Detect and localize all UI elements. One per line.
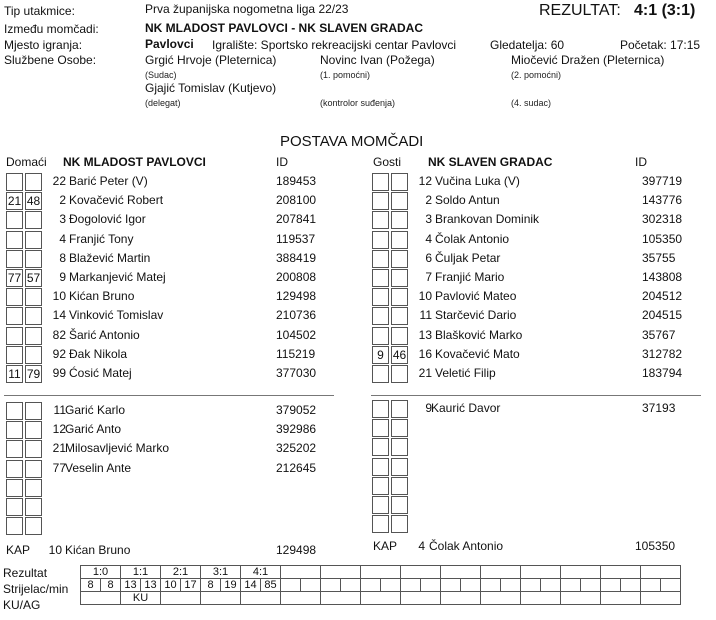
kuag-cell	[561, 592, 601, 605]
player-number: 22	[52, 174, 66, 188]
player-id: 35755	[642, 250, 676, 265]
rezultat-label: REZULTAT:	[539, 2, 621, 19]
minute-box	[6, 231, 23, 249]
minute-box	[25, 327, 42, 345]
kuag-cell	[481, 592, 521, 605]
sub-id: 392986	[276, 422, 317, 437]
minute-box	[372, 269, 389, 287]
player-name: Kovačević Mato	[435, 346, 520, 361]
player-number: 21	[418, 366, 432, 380]
player-number: 4	[59, 231, 66, 246]
sub-name: Garić Karlo	[65, 403, 126, 417]
kuag-cell	[161, 592, 201, 605]
scorer-cell	[521, 579, 541, 592]
player-name: Šarić Antonio	[69, 327, 140, 342]
minute-box	[25, 307, 42, 325]
scorer-cell: 14	[241, 579, 261, 592]
player-name: Kićan Bruno	[69, 289, 135, 304]
home-divider	[4, 395, 334, 396]
scorer-cell	[561, 579, 581, 592]
sub-minute-box	[25, 402, 42, 420]
izmedju-label: Između momčadi:	[4, 22, 99, 36]
sub-minute-box	[372, 438, 389, 456]
player-number: 4	[425, 231, 432, 246]
result-cell	[361, 566, 401, 579]
home-side-label: Domaći	[6, 155, 47, 169]
scorer-cell	[501, 579, 521, 592]
scorer-cell	[421, 579, 441, 592]
izmedju-value: NK MLADOST PAVLOVCI - NK SLAVEN GRADAC	[145, 21, 423, 35]
player-number: 16	[418, 346, 432, 361]
kuag-cell: KU	[121, 592, 161, 605]
scorer-cell	[341, 579, 361, 592]
player-id: 210736	[276, 308, 317, 323]
scorer-cell: 19	[221, 579, 241, 592]
player-name: Blašković Marko	[435, 327, 523, 342]
result-cell	[281, 566, 321, 579]
sub-number: 11	[53, 403, 66, 417]
minute-box	[25, 173, 42, 191]
sub-minute-box	[25, 440, 42, 458]
player-name: Barić Peter (V)	[69, 174, 148, 188]
player-number: 92	[52, 346, 66, 361]
minute-box	[6, 288, 23, 306]
kuag-cell	[81, 592, 121, 605]
player-id: 377030	[276, 366, 317, 380]
minute-box	[372, 173, 389, 191]
official-role: (kontrolor suđenja)	[320, 98, 396, 108]
player-number: 11	[419, 308, 432, 323]
igraliste: Igralište: Sportsko rekreacijski centar Pavlovci	[212, 38, 457, 52]
result-cell	[561, 566, 601, 579]
sub-minute-box	[6, 402, 23, 420]
minute-box	[391, 192, 408, 210]
player-name: Veletić Filip	[435, 366, 496, 380]
player-number: 9	[59, 270, 66, 284]
minute-box	[391, 231, 408, 249]
official-role: (2. pomoćni)	[511, 70, 562, 80]
sub-name: Veselin Ante	[65, 460, 132, 475]
away-divider	[371, 395, 701, 396]
scorer-cell	[641, 579, 661, 592]
sub-id: 379052	[276, 403, 317, 417]
sub-name: Milosavljević Marko	[65, 441, 170, 456]
player-id: 302318	[642, 212, 683, 227]
scorer-cell	[381, 579, 401, 592]
player-number: 6	[425, 250, 432, 265]
player-id: 397719	[642, 174, 683, 188]
sub-minute-box	[391, 438, 408, 456]
player-id: 204512	[642, 289, 683, 304]
player-id: 105350	[642, 231, 683, 246]
away-side-label: Gosti	[373, 155, 402, 169]
result-cell	[481, 566, 521, 579]
minute-box: 57	[26, 271, 41, 285]
sub-id: 325202	[276, 441, 317, 456]
pocetak: Početak: 17:15	[620, 38, 701, 52]
scorer-cell: 13	[121, 579, 141, 592]
player-name: Franjić Tony	[69, 231, 134, 246]
sluzbene-label: Službene Osobe:	[4, 53, 97, 67]
scorer-cell	[441, 579, 461, 592]
sub-minute-box	[6, 421, 23, 439]
sub-number: 9	[425, 401, 432, 415]
minute-box	[25, 231, 42, 249]
away-team-name: NK SLAVEN GRADAC	[428, 155, 553, 169]
sub-name: Garić Anto	[65, 422, 122, 437]
sub-id: 212645	[276, 460, 317, 475]
minute-box	[372, 192, 389, 210]
official-name: Miočević Dražen (Pleternica)	[511, 53, 665, 67]
player-name: Pavlović Mateo	[435, 289, 517, 304]
sub-minute-box	[372, 419, 389, 437]
player-number: 2	[425, 193, 432, 208]
sub-minute-box	[391, 477, 408, 495]
sub-minute-box	[25, 460, 42, 478]
minute-box	[372, 307, 389, 325]
player-number: 10	[52, 289, 66, 304]
sub-minute-box	[391, 496, 408, 514]
player-number: 82	[52, 327, 66, 342]
scorer-cell	[301, 579, 321, 592]
player-name: Starčević Dario	[435, 308, 517, 323]
minute-box	[372, 211, 389, 229]
sub-number: 77	[52, 460, 66, 475]
scorer-cell: 13	[141, 579, 161, 592]
official-role: (delegat)	[145, 98, 181, 108]
player-name: Blažević Martin	[69, 250, 151, 265]
home-team-name: NK MLADOST PAVLOVCI	[63, 155, 206, 169]
player-number: 2	[59, 193, 66, 208]
player-number: 13	[418, 327, 432, 342]
sub-minute-box	[6, 517, 23, 535]
rezultat-row-label: Rezultat	[3, 566, 48, 580]
minute-box	[6, 327, 23, 345]
player-number: 3	[59, 212, 66, 227]
minute-box	[25, 250, 42, 268]
sub-id: 37193	[642, 401, 676, 415]
sub-number: 21	[52, 441, 66, 456]
home-kap-num: 10	[48, 543, 62, 557]
result-cell: 2:1	[161, 566, 201, 579]
rezultat-value: 4:1 (3:1)	[634, 2, 696, 19]
postava-title: POSTAVA MOMČADI	[280, 133, 424, 150]
result-cell	[521, 566, 561, 579]
minute-box	[25, 288, 42, 306]
kuag-cell	[361, 592, 401, 605]
player-name: Markanjević Matej	[69, 270, 166, 284]
player-number: 14	[52, 308, 66, 323]
scorer-cell	[601, 579, 621, 592]
away-kap-num: 4	[418, 539, 425, 553]
result-cell: 1:1	[121, 566, 161, 579]
scorer-cell	[541, 579, 561, 592]
official-name: Grgić Hrvoje (Pleternica)	[145, 53, 277, 67]
minute-box: 48	[26, 194, 41, 209]
sub-number: 12	[52, 422, 66, 437]
home-id-label: ID	[276, 155, 288, 169]
home-kap-id: 129498	[276, 543, 317, 557]
sub-minute-box	[25, 498, 42, 516]
minute-box	[25, 346, 42, 364]
official-role: (4. sudac)	[511, 98, 552, 108]
sub-minute-box	[25, 421, 42, 439]
home-kap-label: KAP	[6, 543, 31, 557]
minute-box	[391, 173, 408, 191]
kuag-cell	[281, 592, 321, 605]
minute-box	[391, 269, 408, 287]
score-scorer-row	[81, 579, 681, 592]
player-name: Đogolović Igor	[69, 212, 146, 227]
player-name: Đak Nikola	[69, 346, 128, 361]
player-number: 12	[418, 174, 432, 188]
sub-minute-box	[391, 400, 408, 418]
result-cell	[321, 566, 361, 579]
player-id: 104502	[276, 327, 317, 342]
result-cell	[641, 566, 681, 579]
scorer-cell: 85	[261, 579, 281, 592]
player-id: 35767	[642, 327, 676, 342]
tip-value: Prva županijska nogometna liga 22/23	[145, 2, 349, 16]
kuag-cell	[641, 592, 681, 605]
minute-box	[6, 307, 23, 325]
minute-box: 11	[6, 365, 23, 383]
scorer-cell: 8	[81, 579, 101, 592]
away-kap-label: KAP	[373, 539, 398, 553]
minute-box	[25, 211, 42, 229]
scorer-cell	[461, 579, 481, 592]
home-kap-name: Kićan Bruno	[65, 543, 131, 557]
player-id: 183794	[642, 366, 683, 380]
minute-box	[372, 288, 389, 306]
result-cell	[441, 566, 481, 579]
gledatelja: Gledatelja: 60	[490, 38, 565, 52]
result-cell: 1:0	[81, 566, 121, 579]
away-id-label: ID	[635, 155, 647, 169]
mjesto-value: Pavlovci	[145, 37, 194, 51]
sub-minute-box	[6, 440, 23, 458]
player-id: 208100	[276, 193, 317, 208]
player-id: 388419	[276, 250, 317, 265]
official-name: Novinc Ivan (Požega)	[320, 53, 435, 67]
scorer-cell	[401, 579, 421, 592]
result-cell	[601, 566, 641, 579]
sub-name: Kaurić Davor	[431, 401, 501, 415]
minute-box	[391, 250, 408, 268]
player-name: Soldo Antun	[435, 193, 500, 208]
player-number: 10	[418, 289, 432, 304]
player-name: Ćosić Matej	[69, 366, 132, 380]
kuag-cell	[401, 592, 441, 605]
sub-minute-box	[6, 479, 23, 497]
minute-box	[391, 307, 408, 325]
minute-box: 21	[7, 194, 22, 209]
score-table	[80, 565, 681, 605]
official-role: (1. pomoćni)	[320, 70, 371, 80]
kuag-cell	[241, 592, 281, 605]
sub-minute-box	[372, 496, 389, 514]
kuag-row-label: KU/AG	[3, 598, 41, 612]
scorer-cell: 10	[161, 579, 181, 592]
player-number: 99	[52, 366, 66, 380]
official-role: (Sudac)	[145, 70, 177, 80]
tip-label: Tip utakmice:	[4, 4, 75, 18]
minute-box	[372, 327, 389, 345]
scorer-cell: 8	[101, 579, 121, 592]
minute-box	[6, 250, 23, 268]
player-id: 129498	[276, 289, 317, 304]
player-name: Čolak Antonio	[435, 231, 510, 246]
player-number: 8	[59, 250, 66, 265]
sub-minute-box	[6, 498, 23, 516]
minute-box	[6, 173, 23, 191]
scorer-cell	[581, 579, 601, 592]
sub-minute-box	[391, 458, 408, 476]
player-id: 115219	[276, 346, 316, 361]
minute-box	[391, 288, 408, 306]
minute-box: 79	[26, 367, 41, 381]
player-name: Vinković Tomislav	[69, 308, 164, 323]
minute-box	[391, 327, 408, 345]
minute-box	[372, 365, 389, 383]
minute-box	[372, 231, 389, 249]
minute-box: 77	[7, 271, 22, 285]
sub-minute-box	[391, 419, 408, 437]
sub-minute-box	[25, 479, 42, 497]
scorer-cell: 8	[201, 579, 221, 592]
scorer-cell	[361, 579, 381, 592]
away-kap-id: 105350	[635, 539, 676, 553]
player-id: 143808	[642, 270, 683, 284]
kuag-cell	[441, 592, 481, 605]
away-kap-name: Čolak Antonio	[429, 539, 504, 553]
sub-minute-box	[372, 515, 389, 533]
sub-minute-box	[372, 400, 389, 418]
player-id: 204515	[642, 308, 683, 323]
score-kuag-row	[81, 592, 681, 605]
sub-minute-box	[391, 515, 408, 533]
scorer-cell: 17	[181, 579, 201, 592]
scorer-cell	[661, 579, 681, 592]
result-cell	[401, 566, 441, 579]
minute-box	[391, 211, 408, 229]
player-name: Kovačević Robert	[69, 193, 164, 208]
sub-minute-box	[25, 517, 42, 535]
player-id: 207841	[276, 212, 317, 227]
player-name: Franjić Mario	[435, 270, 505, 284]
minute-box	[372, 250, 389, 268]
scorer-cell	[621, 579, 641, 592]
result-cell: 4:1	[241, 566, 281, 579]
player-id: 143776	[642, 193, 683, 208]
kuag-cell	[321, 592, 361, 605]
player-name: Vučina Luka (V)	[435, 174, 520, 188]
sub-minute-box	[372, 477, 389, 495]
sub-minute-box	[372, 458, 389, 476]
result-cell: 3:1	[201, 566, 241, 579]
player-id: 119537	[276, 231, 316, 246]
minute-box: 46	[392, 347, 407, 362]
kuag-cell	[201, 592, 241, 605]
scorer-cell	[481, 579, 501, 592]
minute-box	[6, 346, 23, 364]
player-id: 189453	[276, 174, 317, 188]
kuag-cell	[521, 592, 561, 605]
player-name: Čuljak Petar	[435, 250, 501, 265]
minute-box	[391, 365, 408, 383]
score-result-row	[81, 566, 681, 579]
strijelac-row-label: Strijelac/min	[3, 582, 69, 596]
kuag-cell	[601, 592, 641, 605]
player-number: 3	[425, 212, 432, 227]
player-name: Brankovan Dominik	[435, 212, 540, 227]
minute-box: 9	[372, 346, 389, 364]
official-name: Gjajić Tomislav (Kutjevo)	[145, 81, 277, 95]
sub-minute-box	[6, 460, 23, 478]
player-id: 200808	[276, 270, 317, 284]
minute-box	[6, 211, 23, 229]
player-id: 312782	[642, 346, 683, 361]
scorer-cell	[281, 579, 301, 592]
player-number: 7	[425, 270, 432, 284]
mjesto-label: Mjesto igranja:	[4, 38, 83, 52]
scorer-cell	[321, 579, 341, 592]
